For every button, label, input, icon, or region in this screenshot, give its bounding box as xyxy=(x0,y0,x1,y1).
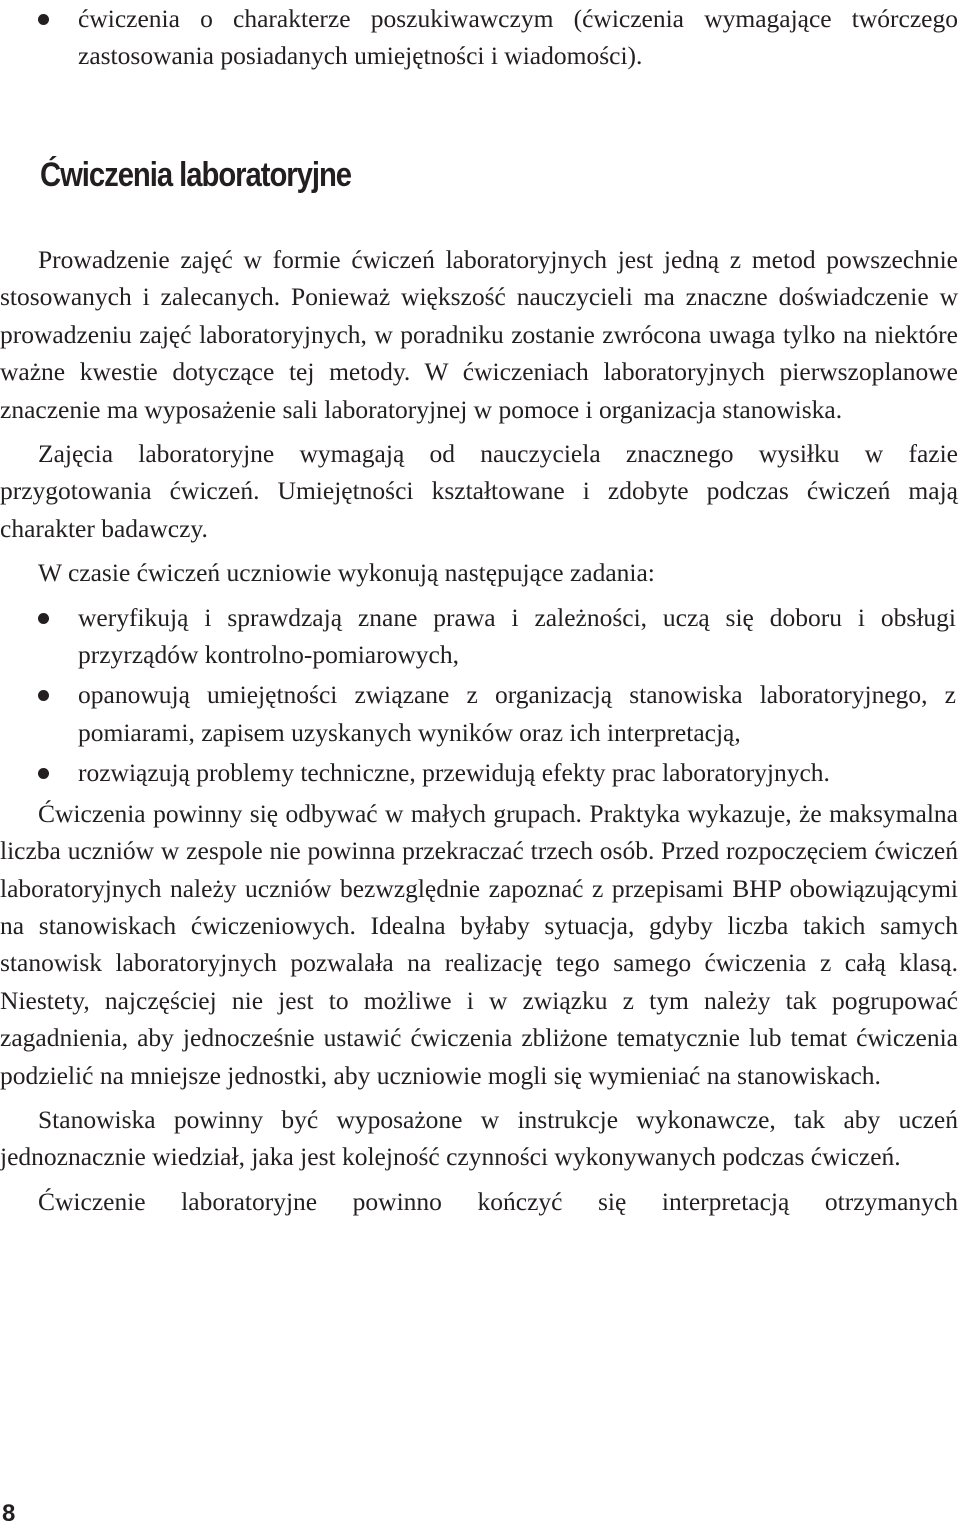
list-item xyxy=(0,754,958,791)
paragraph: Prowadzenie zajęć w formie ćwiczeń laboratoryjnych jest jedną z metod powszechnie stosowanych i zalecanych. Ponieważ większość nauczycieli ma znaczne doświadczenie w prowadzeniu zajęć laboratoryjnych, w poradniku zostanie zwrócona uwaga tylko na niektóre ważne kwestie dotyczące tej metody. W ćwiczeniach laboratoryjnych pierwszoplanowe znaczenie ma wyposażenie sali laboratoryjnej w pomoce i organizacja stanowiska. xyxy=(0,245,958,424)
section-body xyxy=(0,241,958,1220)
paragraph: Zajęcia laboratoryjne wymagają od nauczyciela znacznego wysiłku w fazie przygotowania ćwiczeń. Umiejętności kształtowane i zdobyte podczas ćwiczeń mają charakter badawczy. xyxy=(0,439,958,543)
bullet-icon xyxy=(38,14,49,25)
list-item xyxy=(0,676,958,751)
top-bullet-list xyxy=(0,0,960,74)
list-item-text: weryfikują i sprawdzają znane prawa i zależności, uczą się doboru i obsługi przyrządów kontrolno-pomiarowych, xyxy=(78,602,956,670)
list-item xyxy=(0,0,960,74)
list-item-text: rozwiązują problemy techniczne, przewidują efekty prac laboratoryjnych. xyxy=(78,758,830,788)
paragraph: Ćwiczenia powinny się odbywać w małych grupach. Praktyka wykazuje, że maksymalna liczba uczniów w zespole nie powinna przekraczać trzech osób. Przed rozpoczęciem ćwiczeń laboratoryjnych należy uczniów bezwzględnie zapoznać z przepisami BHP obowiązującymi na stanowiskach ćwiczeniowych. Idealna byłaby sytuacja, gdyby liczba takich samych stanowisk laboratoryjnych pozwalała na realizację tego samego ćwiczenia z całą klasą. Niestety, najczęściej nie jest to możliwe i w związku z tym należy tak pogrupować zagadnienia, aby jednocześnie ustawić ćwiczenia zbliżone tematycznie lub temat ćwiczenia podzielić na mniejsze jednostki, aby uczniowie mogli się wymieniać na stanowiskach. xyxy=(0,798,958,1090)
bullet-icon xyxy=(38,768,49,779)
task-list xyxy=(0,599,958,792)
paragraph: Stanowiska powinny być wyposażone w instrukcje wykonawcze, tak aby uczeń jednoznacznie wiedział, jaka jest kolejność czynności wykonywanych podczas ćwiczeń. xyxy=(0,1104,958,1172)
section-heading: Ćwiczenia laboratoryjne xyxy=(40,156,351,194)
bullet-icon xyxy=(38,613,49,624)
paragraph: W czasie ćwiczeń uczniowie wykonują następujące zadania: xyxy=(38,558,655,588)
page-number: 8 xyxy=(2,1500,16,1527)
list-item-text: opanowują umiejętności związane z organizacją stanowiska laboratoryjnego, z pomiarami, zapisem uzyskanych wyników oraz ich interpretacją, xyxy=(78,680,956,747)
bullet-icon xyxy=(38,690,49,701)
list-item-text: ćwiczenia o charakterze poszukiwawczym (ćwiczenia wymagające twórczego zastosowania posiadanych umiejętności i wiadomości). xyxy=(78,4,958,70)
paragraph: Ćwiczenie laboratoryjne powinno kończyć się interpretacją otrzymanych xyxy=(38,1186,958,1216)
list-item xyxy=(0,599,958,674)
